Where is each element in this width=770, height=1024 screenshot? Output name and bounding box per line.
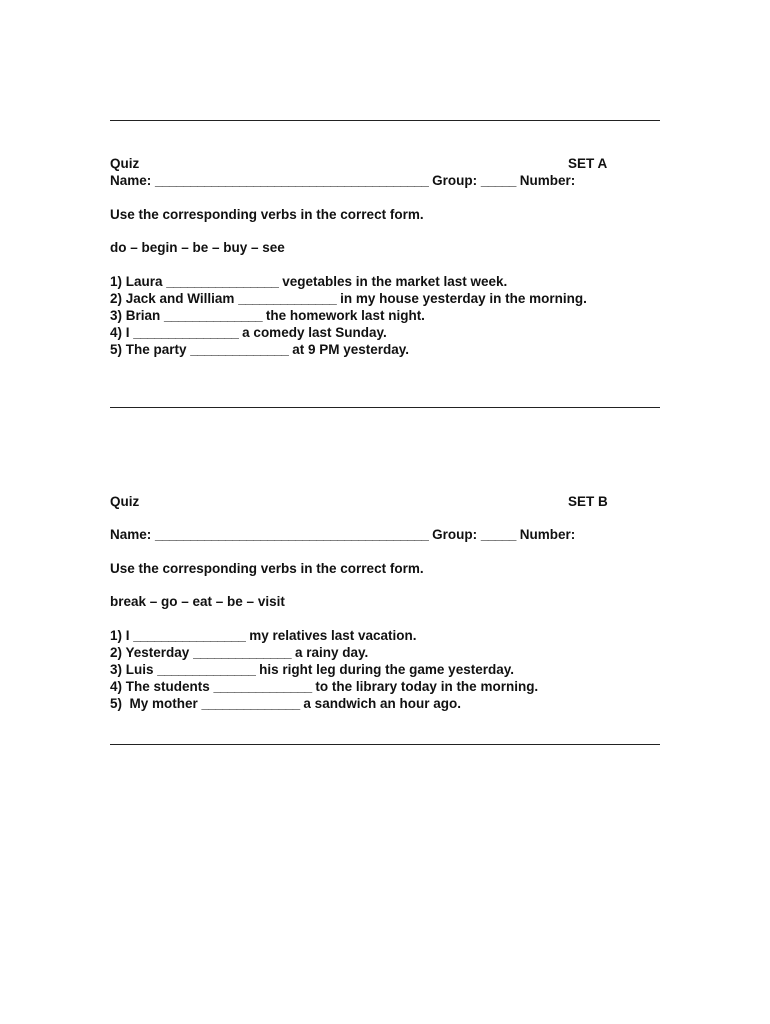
name-blank[interactable]: _______________________________________ — [155, 173, 429, 188]
set-label: SET B — [568, 494, 608, 509]
verb-list: do – begin – be – buy – see — [110, 240, 285, 255]
answer-blank[interactable]: ______________ — [157, 662, 256, 677]
divider-bottom — [110, 744, 660, 745]
question-prefix: 3) Brian — [110, 308, 161, 323]
number-label: Number: — [519, 527, 576, 542]
instruction: Use the corresponding verbs in the correct form. — [110, 207, 424, 222]
name-label: Name: — [110, 527, 152, 542]
divider-middle — [110, 407, 660, 408]
group-label: Group: — [432, 527, 478, 542]
question-item — [110, 627, 417, 644]
question-suffix: the homework last night. — [265, 308, 425, 323]
divider-top — [110, 120, 660, 121]
question-suffix: vegetables in the market last week. — [282, 274, 508, 289]
group-blank[interactable]: _____ — [480, 527, 516, 542]
quiz-title: Quiz — [110, 156, 140, 171]
question-prefix: 2) Jack and William — [110, 291, 235, 306]
name-blank[interactable]: _______________________________________ — [155, 527, 429, 542]
question-suffix: a rainy day. — [294, 645, 369, 660]
question-item — [110, 324, 387, 341]
question-item — [110, 678, 538, 695]
question-suffix: a comedy last Sunday. — [242, 325, 387, 340]
answer-blank[interactable]: ______________ — [238, 291, 337, 306]
question-prefix: 2) Yesterday — [110, 645, 190, 660]
verb-list: break – go – eat – be – visit — [110, 594, 285, 609]
question-suffix: a sandwich an hour ago. — [303, 696, 461, 711]
instruction: Use the corresponding verbs in the correct form. — [110, 561, 424, 576]
answer-blank[interactable]: ________________ — [166, 274, 279, 289]
answer-blank[interactable]: ______________ — [190, 342, 289, 357]
answer-blank[interactable]: _______________ — [133, 325, 239, 340]
answer-blank[interactable]: ________________ — [133, 628, 246, 643]
question-prefix: 5) My mother — [110, 696, 198, 711]
name-row — [110, 526, 575, 543]
question-prefix: 1) I — [110, 628, 130, 643]
question-item — [110, 273, 507, 290]
question-item — [110, 290, 587, 307]
question-suffix: at 9 PM yesterday. — [292, 342, 409, 357]
question-item — [110, 695, 461, 712]
answer-blank[interactable]: ______________ — [164, 308, 263, 323]
set-label: SET A — [568, 156, 608, 171]
question-item — [110, 644, 368, 661]
number-label: Number: — [519, 173, 576, 188]
question-prefix: 4) I — [110, 325, 130, 340]
question-prefix: 3) Luis — [110, 662, 154, 677]
question-suffix: his right leg during the game yesterday. — [259, 662, 514, 677]
group-blank[interactable]: _____ — [480, 173, 516, 188]
name-row — [110, 172, 575, 189]
question-prefix: 1) Laura — [110, 274, 163, 289]
answer-blank[interactable]: ______________ — [201, 696, 300, 711]
quiz-title: Quiz — [110, 494, 140, 509]
question-suffix: to the library today in the morning. — [315, 679, 539, 694]
question-suffix: in my house yesterday in the morning. — [340, 291, 587, 306]
question-item — [110, 661, 514, 678]
question-suffix: my relatives last vacation. — [249, 628, 417, 643]
group-label: Group: — [432, 173, 478, 188]
answer-blank[interactable]: ______________ — [193, 645, 292, 660]
question-prefix: 4) The students — [110, 679, 210, 694]
question-prefix: 5) The party — [110, 342, 187, 357]
answer-blank[interactable]: ______________ — [213, 679, 312, 694]
name-label: Name: — [110, 173, 152, 188]
question-item — [110, 307, 425, 324]
question-item — [110, 341, 409, 358]
